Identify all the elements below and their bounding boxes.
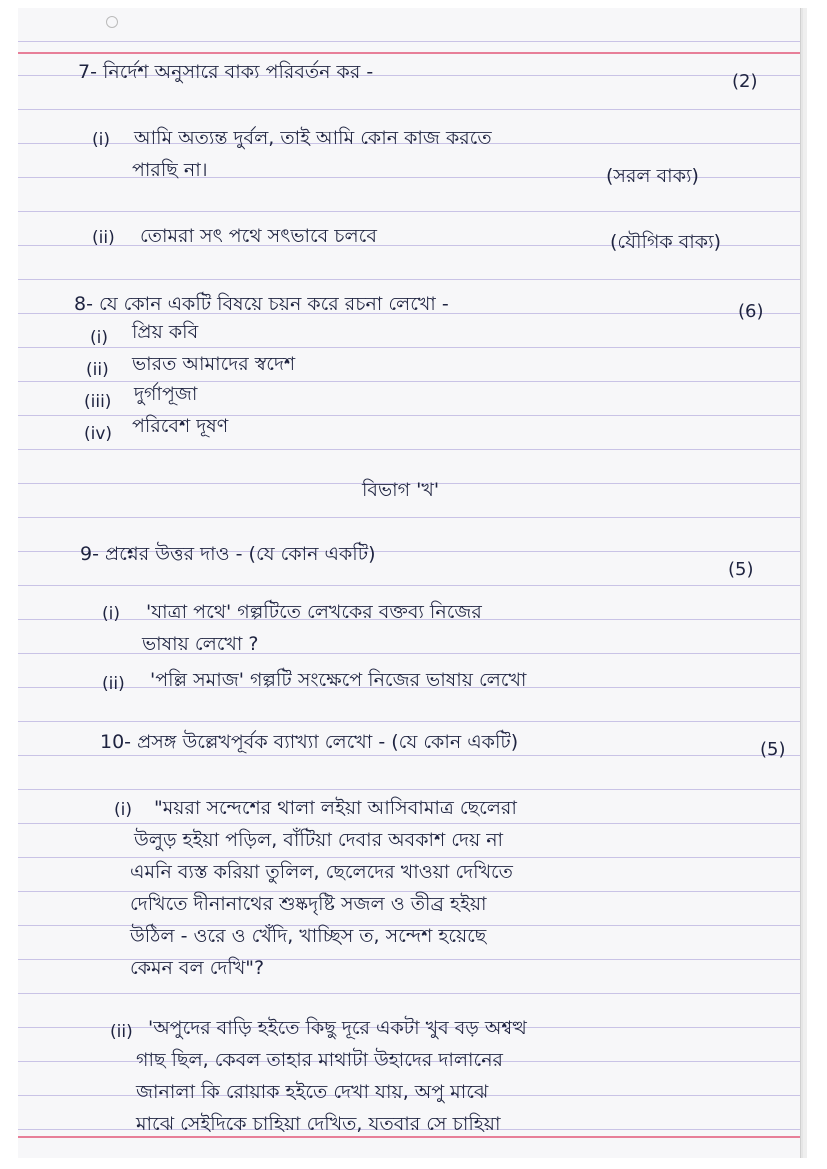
q10-ii-line-1: 'অপুদের বাড়ি হইতে কিছু দূরে একটা খুব বড় অশ্বত্থ [148,1017,527,1039]
q7-ii-tag: (যৌগিক বাক্য) [610,231,722,253]
q8-item-4-text: পরিবেশ দূষণ [132,415,229,437]
q7-i-line1: আমি অত্যন্ত দুর্বল, তাই আমি কোন কাজ করতে [134,127,492,149]
q10-ii-line-4: মাঝে সেইদিকে চাহিয়া দেখিত, যতবার সে চাহিয়া [136,1113,501,1135]
q8-item-4-number: (iv) [84,424,113,444]
q7-i-line2: পারছি না। [132,159,208,181]
q10-marks: (5) [760,739,786,760]
q10-ii-line-2: গাছ ছিল, কেবল তাহার মাথাটা উহাদের দালানের [136,1049,503,1071]
q7-marks: (2) [732,71,758,92]
q8-item-1-text: প্রিয় কবি [132,321,199,343]
q8-item-2-text: ভারত আমাদের স্বদেশ [132,353,296,375]
q9-ii-text: 'পল্লি সমাজ' গল্পটি সংক্ষেপে নিজের ভাষায় লেখো [150,669,527,691]
q10-ii-number: (ii) [110,1022,133,1042]
q10-i-line-1: "ময়রা সন্দেশের থালা লইয়া আসিবামাত্র ছেলেরা [154,797,517,819]
q9-ii-number: (ii) [102,674,125,694]
q7-heading: 7- নির্দেশ অনুসারে বাক্য পরিবর্তন কর - [78,61,374,83]
q10-i-line-3: এমনি ব্যস্ত করিয়া তুলিল, ছেলেদের খাওয়া দেখিতে [130,861,513,883]
q9-i-line2: ভাষায় লেখো ? [142,633,259,655]
q8-item-2-number: (ii) [86,360,109,380]
q10-i-number: (i) [114,800,132,820]
q9-heading: 9- প্রশ্নের উত্তর দাও - (যে কোন একটি) [80,543,376,565]
section-heading: বিভাগ 'খ' [362,479,440,501]
notebook-page [18,8,801,1158]
q7-i-tag: (সরল বাক্য) [606,165,699,187]
q10-i-line-6: কেমন বল দেখি"? [130,957,265,979]
q8-heading: 8- যে কোন একটি বিষয়ে চয়ন করে রচনা লেখো - [74,293,449,315]
q8-marks: (6) [738,301,764,322]
top-margin-line [18,52,800,54]
bottom-margin-line [18,1136,800,1138]
q10-i-line-2: উলুড় হইয়া পড়িল, বাঁটিয়া দেবার অবকাশ দেয় না [134,829,504,851]
q8-item-3-text: দুর্গাপূজা [134,383,198,405]
q10-ii-line-3: জানালা কি রোয়াক হইতে দেখা যায়, অপু মাঝে [136,1081,489,1103]
q8-item-3-number: (iii) [84,392,112,412]
q7-ii-text: তোমরা সৎ পথে সৎভাবে চলবে [140,225,377,247]
q9-i-number: (i) [102,604,120,624]
q7-i-number: (i) [92,130,110,150]
q10-heading: 10- প্রসঙ্গ উল্লেখপূর্বক ব্যাখ্যা লেখো - (যে কোন একটি) [100,731,519,753]
punch-hole [106,16,118,28]
q8-item-1-number: (i) [90,328,108,348]
q9-i-line1: 'যাত্রা পথে' গল্পটিতে লেখকের বক্তব্য নিজের [146,601,482,623]
q10-i-line-4: দেখিতে দীনানাথের শুষ্কদৃষ্টি সজল ও তীব্র হইয়া [130,893,487,915]
q10-i-line-5: উঠিল - ওরে ও খেঁদি, খাচ্ছিস ত, সন্দেশ হয়েছে [130,925,487,947]
q7-ii-number: (ii) [92,228,115,248]
q9-marks: (5) [728,559,754,580]
